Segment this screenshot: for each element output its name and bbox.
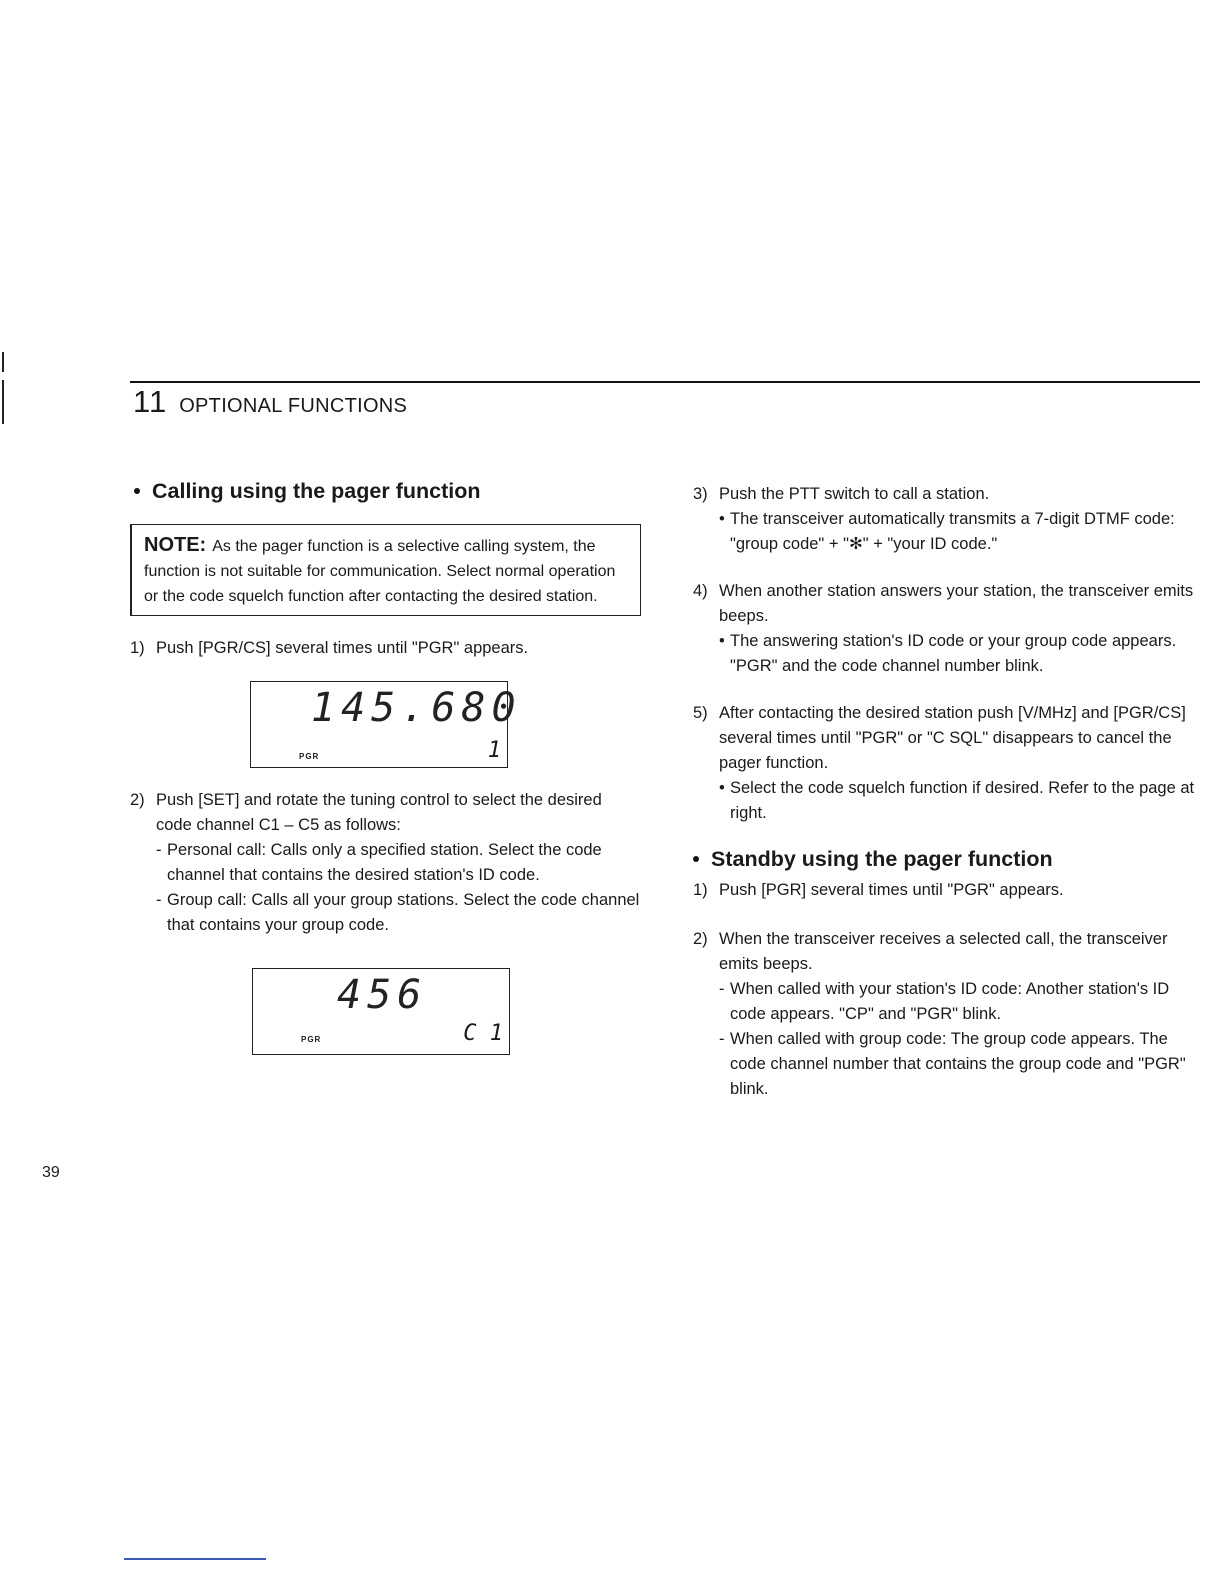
list-item: - Personal call: Calls only a specified station. Select the code channel that contains the desired station's ID code. xyxy=(156,841,602,884)
step-3: 3) Push the PTT switch to call a station. • The transceiver automatically transmits a 7-digit DTMF code: "group code" + "✻" + "your ID code." xyxy=(693,482,1203,557)
list-item: • The answering station's ID code or your group code appears. "PGR" and the code channel number blink. xyxy=(719,632,1177,675)
list-item: • Select the code squelch function if desired. Refer to the page at right. xyxy=(719,779,1195,822)
standby-step-2: 2) When the transceiver receives a selected call, the transceiver emits beeps. - When called with your station's ID code: Another station's ID code appears. "CP" and "PGR" blink. - When called with group code: The group code appears. The code channel number that contains the group code and "PGR" blink. xyxy=(693,927,1203,1102)
lcd-digits: 456 xyxy=(337,972,428,1018)
step-1: 1) Push [PGR/CS] several times until "PGR" appears. xyxy=(130,639,529,657)
step-4: 4) When another station answers your station, the transceiver emits beeps. • The answering station's ID code or your group code appears. "PGR" and the code channel number blink. xyxy=(693,579,1203,679)
lcd-pgr-indicator: PGR xyxy=(299,752,320,761)
footer-rule xyxy=(124,1558,266,1560)
lcd-digits: 145.680 xyxy=(311,685,522,731)
binding-mark xyxy=(2,352,4,372)
bullet-icon xyxy=(693,856,699,862)
section-heading-standby: Standby using the pager function xyxy=(693,844,1203,874)
step-5: 5) After contacting the desired station push [V/MHz] and [PGR/CS] several times until "PGR" or "C SQL" disappears to cancel the pager function. • Select the code squelch function if desired. Refer to the page at right. xyxy=(693,701,1203,826)
lcd-channel: 1 xyxy=(487,738,501,763)
note-label: NOTE: xyxy=(144,534,207,556)
lcd-channel: C 1 xyxy=(463,1021,503,1046)
list-item: - Group call: Calls all your group stations. Select the code channel that contains your group code. xyxy=(156,891,640,934)
list-item: - When called with your station's ID code: Another station's ID code appears. "CP" and "PGR" blink. xyxy=(719,980,1170,1023)
left-column xyxy=(130,476,642,1055)
lcd-pgr-indicator: PGR xyxy=(301,1035,322,1044)
binding-mark xyxy=(2,380,4,424)
list-item: • The transceiver automatically transmits a 7-digit DTMF code: "group code" + "✻" + "your ID code." xyxy=(719,510,1175,553)
note-box xyxy=(130,524,641,616)
chapter-header xyxy=(133,384,407,420)
lcd-display-code xyxy=(252,968,510,1055)
section-heading-calling: Calling using the pager function xyxy=(130,476,642,506)
lcd-display-frequency xyxy=(250,681,522,768)
note-text: As the pager function is a selective calling system, the function is not suitable for communication. Select normal operation or the code squelch function after contacting the desired station. xyxy=(144,538,616,605)
page-number: 39 xyxy=(42,1164,60,1181)
chapter-title: OPTIONAL FUNCTIONS xyxy=(179,395,408,417)
list-item: - When called with group code: The group code appears. The code channel number that contains the group code and "PGR" blink. xyxy=(719,1030,1186,1098)
right-column xyxy=(693,482,1203,1102)
chapter-number: 11 xyxy=(133,384,168,419)
standby-step-1: 1) Push [PGR] several times until "PGR" appears. xyxy=(693,881,1064,899)
header-rule xyxy=(130,381,1200,383)
step-2: 2) Push [SET] and rotate the tuning control to select the desired code channel C1 – C5 as follows: - Personal call: Calls only a specified station. Select the code channel that contains the desired station's ID code. - Group call: Calls all your group stations. Select the code channel that contains your group code. xyxy=(130,788,642,938)
bullet-icon xyxy=(134,488,140,494)
